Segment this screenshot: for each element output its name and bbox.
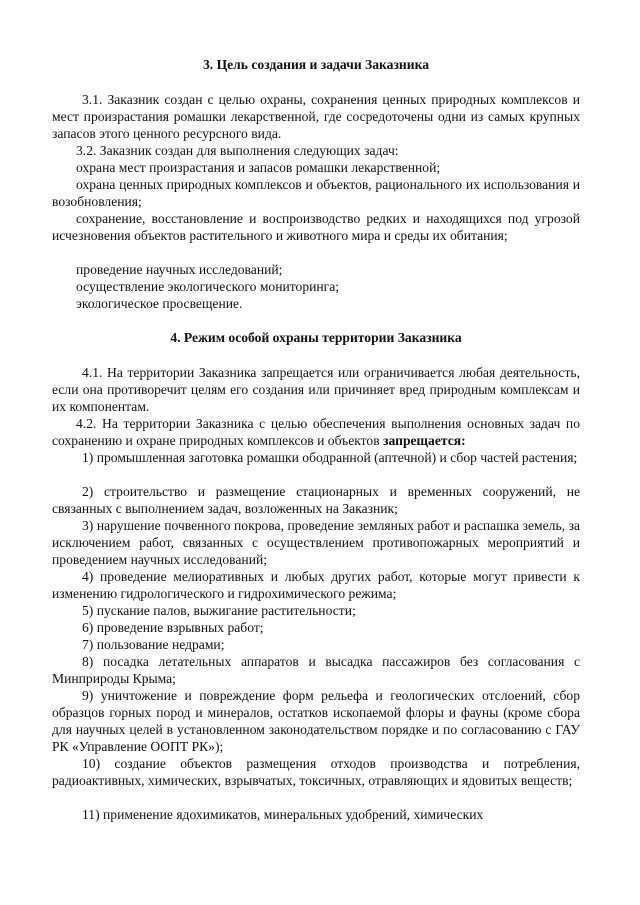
task-item: охрана ценных природных комплексов и объектов, рационального их использования и возобновления; — [52, 177, 580, 209]
paragraph-3-1: 3.1. Заказник создан с целью охраны, сохранения ценных природных комплексов и мест произрастания ромашки лекарственной, где сосредоточены одни из самых крупных запасов этого ценного ресурсного вида. — [52, 92, 580, 141]
prohibition-item: 2) строительство и размещение стационарных и временных сооружений, не связанных с выполнением задач, возложенных на Заказник; — [52, 484, 580, 516]
prohibition-item: 3) нарушение почвенного покрова, проведение земляных работ и распашка земель, за исключением работ, связанных с осуществлением противопожарных мероприятий и проведением научных исследований; — [52, 518, 580, 567]
task-item: проведение научных исследований; — [76, 262, 283, 277]
task-item: охрана мест произрастания и запасов ромашки лекарственной; — [76, 160, 441, 175]
task-item: экологическое просвещение. — [76, 296, 243, 311]
prohibition-item: 4) проведение мелиоративных и любых других работ, которые могут привести к изменению гидрологического и гидрохимического режима; — [52, 569, 580, 601]
prohibition-item: 5) пускание палов, выжигание растительности; — [82, 603, 356, 618]
prohibition-item: 1) промышленная заготовка ромашки ободранной (аптечной) и сбор частей растения; — [82, 450, 578, 465]
prohibition-item: 9) уничтожение и повреждение форм рельефа и геологических отслоений, сбор образцов горных пород и минералов, остатков ископаемой флоры и фауны (кроме сбора для научных целей в установленном законодательством порядке и по согласованию с ГАУ РК «Управление ООПТ РК»); — [52, 688, 580, 754]
prohibition-item: 11) применение ядохимикатов, минеральных удобрений, химических — [82, 807, 484, 822]
paragraph-4-2-text: 4.2. На территории Заказника с целью обеспечения выполнения основных задач по сохранению и охране природных комплексов и объектов — [52, 416, 580, 448]
paragraph-4-2-bold: запрещается: — [383, 433, 466, 448]
section-4-title: 4. Режим особой охраны территории Заказника — [170, 330, 462, 345]
prohibition-item: 8) посадка летательных аппаратов и высадка пассажиров без согласования с Минприроды Крыма; — [52, 654, 580, 686]
paragraph-4-2 — [52, 415, 580, 449]
prohibition-item: 10) создание объектов размещения отходов производства и потребления, радиоактивных, химических, взрывчатых, токсичных, отравляющих и ядовитых веществ; — [52, 756, 580, 788]
prohibition-item: 6) проведение взрывных работ; — [82, 620, 264, 635]
task-item: осуществление экологического мониторинга; — [76, 279, 340, 294]
paragraph-4-1: 4.1. На территории Заказника запрещается или ограничивается любая деятельность, если она противоречит целям его создания или причиняет вред природным комплексам и их компонентам. — [52, 365, 580, 414]
paragraph-3-2: 3.2. Заказник создан для выполнения следующих задач: — [76, 143, 399, 158]
section-3-title: 3. Цель создания и задачи Заказника — [202, 57, 429, 72]
prohibition-item: 7) пользование недрами; — [82, 637, 225, 652]
task-item: сохранение, восстановление и воспроизводство редких и находящихся под угрозой исчезновения объектов растительного и животного мира и среды их обитания; — [52, 211, 580, 243]
